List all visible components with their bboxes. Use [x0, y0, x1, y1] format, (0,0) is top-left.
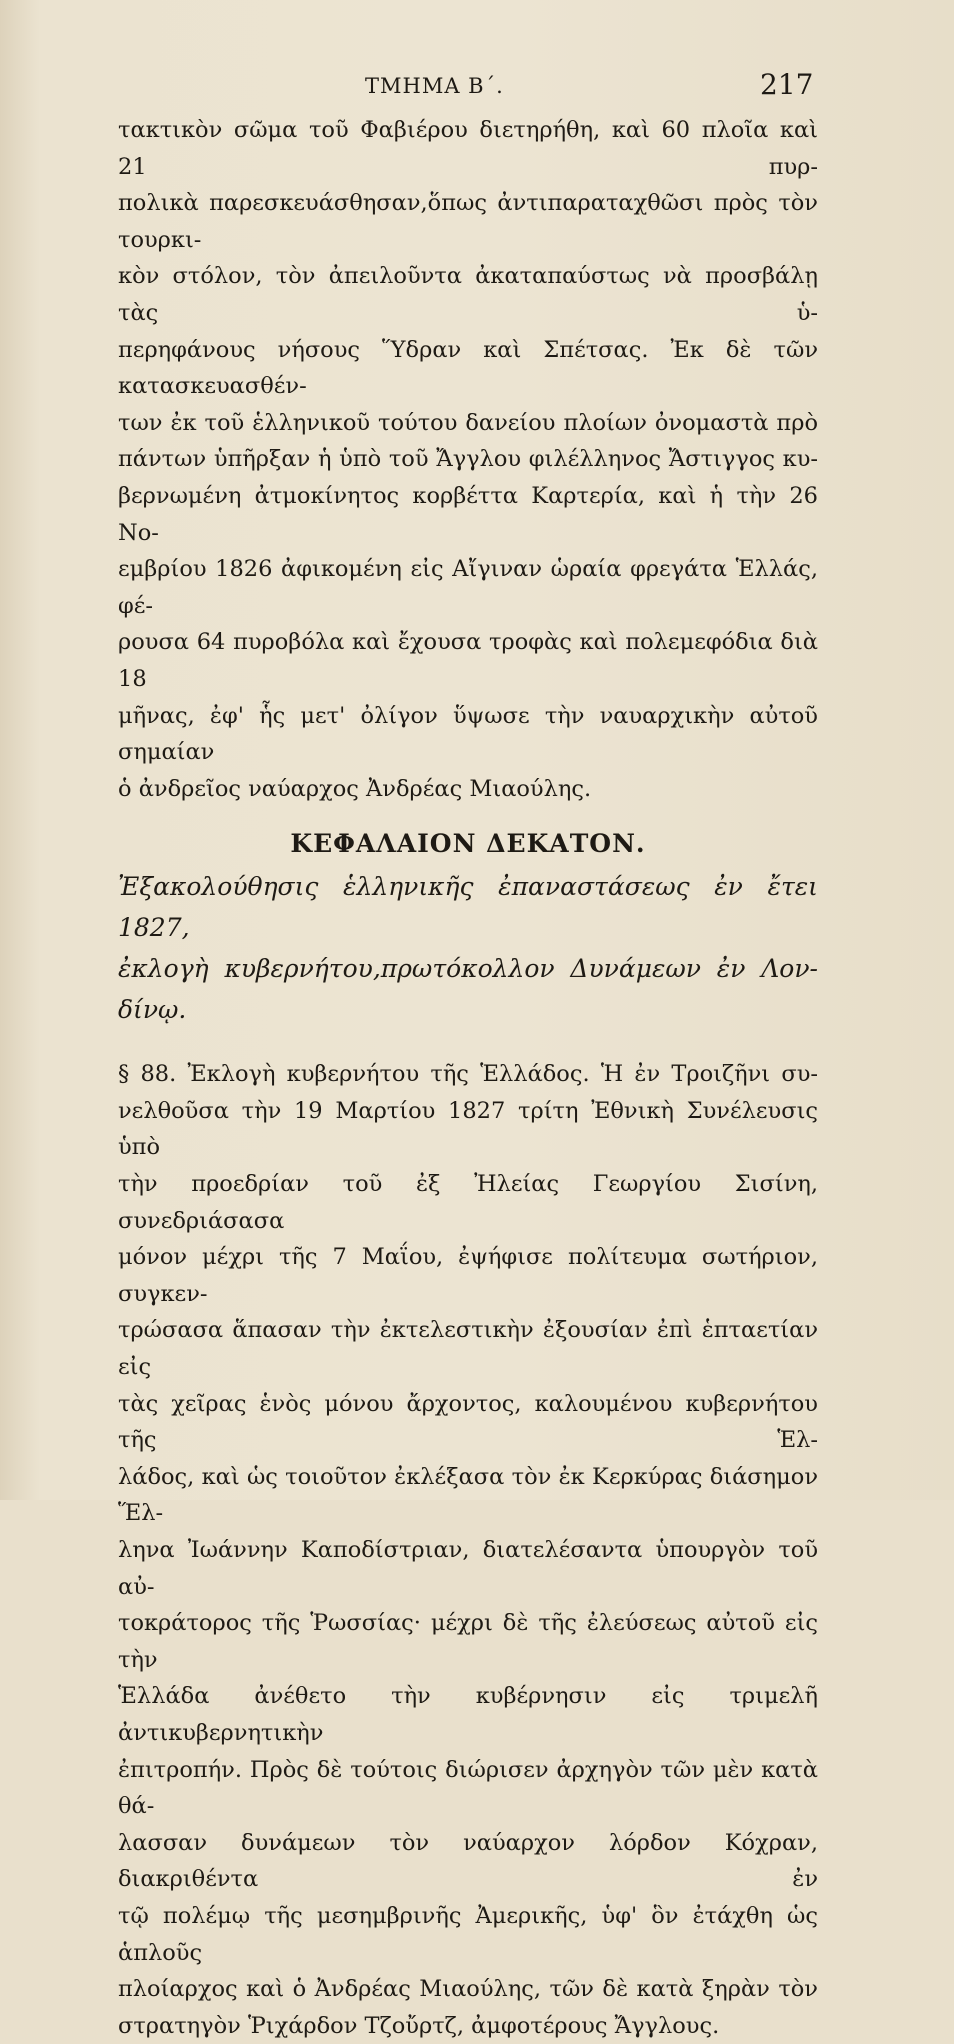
text-line: κὸν στόλον, τὸν ἀπειλοῦντα ἀκαταπαύστως νὰ προσβάλῃ τὰς ὑ- — [118, 263, 818, 326]
paragraph-continued — [118, 112, 818, 807]
text-line: πλοίαρχος καὶ ὁ Ἀνδρέας Μιαούλης, τῶν δὲ κατὰ ξηρὰν τὸν — [118, 1976, 818, 2003]
text-line: περηφάνους νήσους Ὕδραν καὶ Σπέτσας. Ἐκ δὲ τῶν κατασκευασθέν- — [118, 336, 818, 400]
text-line: τὴν προεδρίαν τοῦ ἐξ Ἠλείας Γεωργίου Σισίνη, συνεδριάσασα — [118, 1171, 818, 1234]
text-line: μόνον μέχρι τῆς 7 Μαΐου, ἐψήφισε πολίτευμα σωτήριον, συγκεν- — [118, 1244, 818, 1307]
text-line: λάδος, καὶ ὡς τοιοῦτον ἐκλέξασα τὸν ἐκ Κερκύρας διάσημον Ἕλ- — [118, 1463, 818, 1527]
text-line: τὰς χεῖρας ἑνὸς μόνου ἄρχοντος, καλουμένου κυβερνήτου τῆς Ἑλ- — [118, 1390, 818, 1454]
text-line: τακτικὸν σῶμα τοῦ Φαβιέρου διετηρήθη, καὶ 60 πλοῖα καὶ 21 πυρ- — [118, 117, 818, 180]
text-line: ληνα Ἰωάννην Καποδίστριαν, διατελέσαντα ὑπουργὸν τοῦ αὐ- — [118, 1537, 818, 1600]
text-line: § 88. Ἐκλογὴ κυβερνήτου τῆς Ἑλλάδος. Ἡ ἐν Τροιζῆνι συ- — [118, 1061, 818, 1088]
text-line: τῷ πολέμῳ τῆς μεσημβρινῆς Ἀμερικῆς, ὑφ' ὃν ἐτάχθη ὡς ἁπλοῦς — [118, 1902, 818, 1966]
summary-line: Ἐξακολούθησις ἑλληνικῆς ἐπαναστάσεως ἐν ἔτει 1827, — [118, 872, 818, 943]
text-line: στρατηγὸν Ῥιχάρδον Τζοὔρτζ, ἀμφοτέρους Ἄγγλους. — [118, 2012, 720, 2039]
text-line: βερνωμένη ἀτμοκίνητος κορβέττα Καρτερία, καὶ ἡ τὴν 26 Νο- — [118, 482, 818, 546]
text-line: τρώσασα ἅπασαν τὴν ἐκτελεστικὴν ἐξουσίαν ἐπὶ ἑπταετίαν εἰς — [118, 1317, 818, 1381]
summary-line: δίνῳ. — [118, 995, 187, 1025]
text-line: λασσαν δυνάμεων τὸν ναύαρχον λόρδον Κόχραν, διακριθέντα ἐν — [118, 1829, 818, 1893]
text-line: Ἑλλάδα ἀνέθετο τὴν κυβέρνησιν εἰς τριμελῆ ἀντικυβερνητικὴν — [118, 1683, 818, 1746]
text-line: ἐπιτροπήν. Πρὸς δὲ τούτοις διώρισεν ἀρχηγὸν τῶν μὲν κατὰ θά- — [118, 1756, 818, 1820]
text-line: ὁ ἀνδρεῖος ναύαρχος Ἀνδρέας Μιαούλης. — [118, 775, 592, 802]
section-88 — [118, 1056, 818, 2044]
chapter-summary — [118, 866, 818, 1030]
page-header — [0, 68, 954, 108]
text-line: τοκράτορος τῆς Ῥωσσίας· μέχρι δὲ τῆς ἐλεύσεως αὐτοῦ εἰς τὴν — [118, 1610, 818, 1673]
running-head: ΤΜΗΜΑ Β΄. — [365, 74, 504, 98]
text-line: πολικὰ παρεσκευάσθησαν,ὅπως ἀντιπαραταχθῶσι πρὸς τὸν τουρκι- — [118, 190, 818, 253]
text-line: μῆνας, ἐφ' ἧς μετ' ὀλίγον ὕψωσε τὴν ναυαρχικὴν αὐτοῦ σημαίαν — [118, 702, 818, 766]
text-line: εμβρίου 1826 ἀφικομένη εἰς Αἴγιναν ὡραία φρεγάτα Ἑλλάς, φέ- — [118, 556, 818, 619]
summary-line: ἐκλογὴ κυβερνήτου,πρωτόκολλον Δυνάμεων ἐν Λον- — [118, 954, 818, 984]
page-body — [118, 112, 818, 2044]
page-number: 217 — [760, 68, 814, 101]
text-line: των ἐκ τοῦ ἑλληνικοῦ τούτου δανείου πλοίων ὀνομαστὰ πρὸ — [118, 409, 818, 436]
chapter-title: ΚΕΦΑΛΑΙΟΝ ΔΕΚΑΤΟΝ. — [290, 829, 646, 859]
text-line: νελθοῦσα τὴν 19 Μαρτίου 1827 τρίτη Ἐθνικὴ Συνέλευσις ὑπὸ — [118, 1097, 818, 1161]
text-line: ρουσα 64 πυροβόλα καὶ ἔχουσα τροφὰς καὶ πολεμεφόδια διὰ 18 — [118, 629, 818, 692]
text-line: πάντων ὑπῆρξαν ἡ ὑπὸ τοῦ Ἄγγλου φιλέλληνος Ἄστιγγος κυ- — [118, 446, 818, 473]
